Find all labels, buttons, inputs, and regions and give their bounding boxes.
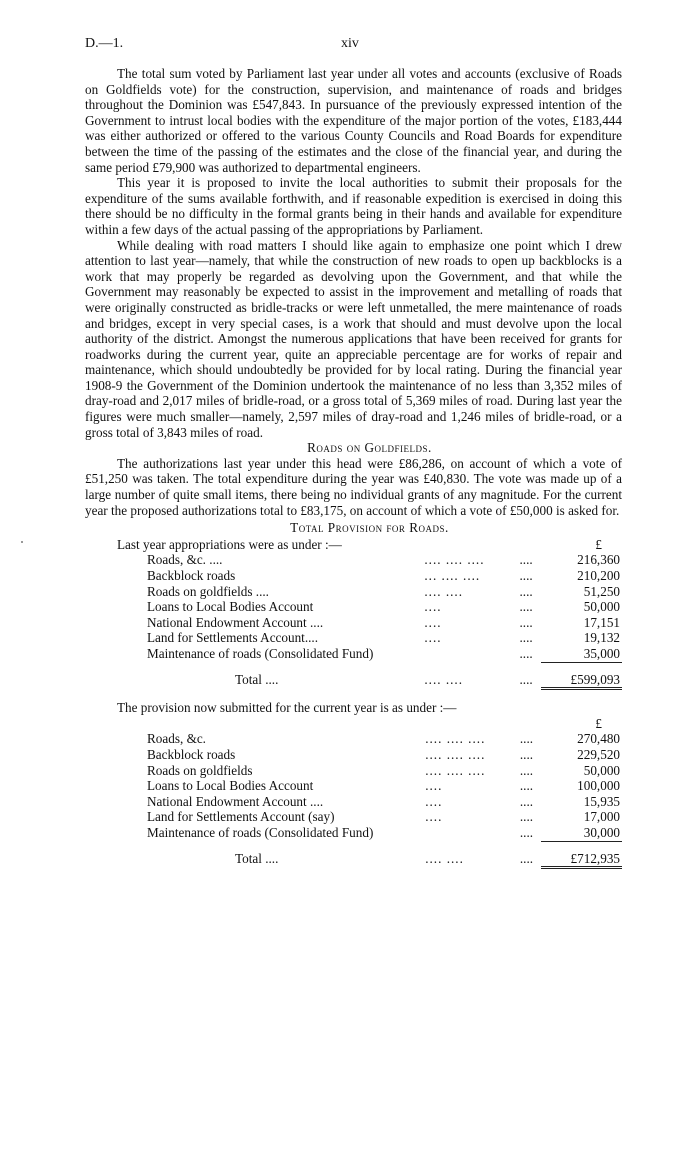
currency-unit: £ xyxy=(595,536,602,552)
item-label: Maintenance of roads (Consolidated Fund) xyxy=(147,825,374,841)
leader-dots: ... .... .... xyxy=(424,568,481,583)
item-amount: 210,200 xyxy=(577,568,620,583)
total-row: Total .... .... .... .... £599,093 xyxy=(85,662,622,689)
table-row: Backblock roads .... .... .... .... 229,520 xyxy=(85,747,622,763)
leader-dots: .... .... .... xyxy=(425,746,486,762)
total-label: Total .... xyxy=(235,672,279,688)
item-label: Loans to Local Bodies Account xyxy=(147,599,314,615)
leader-dots: .... .... .... xyxy=(425,731,486,747)
paragraph-road-matters: While dealing with road matters I should like again to emphasize one point which I drew attention to last year—namely, that while the construction of new roads to open up backblocks is a work that may properly be regarded as devolving upon the Government, and that while the Government may reasonably be expected to assist in the improvement and metalling of roads that were originally constructed as bridle-tracks or were left unmetalled, the mere maintenance of roads and bridges, except in very special cases, is a work that should and must devolve upon the local authority of the district. Amongst the numerous applications that have been received for grants for roadworks during the current year, quite an appreciable percentage are for works of repair and maintenance, which should undoubtedly be provided for by local rating. During the financial year 1908-9 the Government of the Dominion undertook the maintenance of no less than 3,352 miles of dray-road and 2,017 miles of bridle-road, or a gross total of 5,369 miles of road. During last year the figures were much smaller—namely, 2,597 miles of dray-road and 1,246 miles of bridle-road, or a gross total of 3,843 miles of road. xyxy=(85,237,622,440)
table-intro-row xyxy=(85,537,622,553)
leader-dots: .... .... xyxy=(425,851,464,866)
item-amount: 270,480 xyxy=(577,731,620,747)
total-label: Total .... xyxy=(235,851,279,866)
item-label: Loans to Local Bodies Account xyxy=(147,778,314,794)
item-label: Roads on goldfields xyxy=(147,762,253,778)
total-amount: £599,093 xyxy=(541,662,622,689)
item-label: Roads on goldfields .... xyxy=(147,583,269,599)
item-label: Land for Settlements Account.... xyxy=(147,630,319,646)
last-year-appropriations-table xyxy=(85,537,622,690)
item-amount: 15,935 xyxy=(583,793,620,809)
item-amount: 229,520 xyxy=(577,746,620,762)
leader-dots: .... xyxy=(425,778,443,794)
total-amount: £712,935 xyxy=(541,841,622,868)
item-amount: 17,000 xyxy=(583,809,620,825)
leader-dots: .... .... .... xyxy=(425,762,486,778)
table-row: Loans to Local Bodies Account .... .... 100,000 xyxy=(85,778,622,794)
page-number: xiv xyxy=(341,36,359,51)
table-intro: The provision now submitted for the current year is as under :— xyxy=(117,700,457,716)
item-label: National Endowment Account .... xyxy=(147,793,324,809)
leader-dots: .... xyxy=(425,793,443,809)
leader-dots: .... xyxy=(424,599,442,615)
item-amount: 100,000 xyxy=(577,778,620,794)
item-amount: 50,000 xyxy=(583,762,620,778)
document-body xyxy=(85,66,622,869)
item-label: Backblock roads xyxy=(147,746,236,762)
item-amount: 35,000 xyxy=(583,645,620,661)
table-row: Roads on goldfields .... .... .... .... 50,000 xyxy=(85,763,622,779)
paragraph-goldfields: The authorizations last year under this head were £86,286, on account of which a vote of £51,250 was taken. The total expenditure during the year was £40,830. The vote was made up of a large number of quite small items, there being no individual grants of any magnitude. For the current year the proposed authorizations total to £83,175, on account of which a vote of £50,000 is asked for. xyxy=(85,455,622,518)
leader-dots: .... xyxy=(424,614,442,630)
document-reference: D.—1. xyxy=(85,36,124,51)
item-label: Roads, &c. xyxy=(147,731,206,747)
leader-dots: .... xyxy=(424,630,442,646)
table-row: Loans to Local Bodies Account .... .... 50,000 xyxy=(85,599,622,615)
table-row: Roads, &c. .... .... .... .... 270,480 xyxy=(85,731,622,747)
leader-dots: .... .... .... xyxy=(424,552,485,568)
table-row: Roads on goldfields .... .... .... .... 51,250 xyxy=(85,584,622,600)
table-unit-row xyxy=(85,716,622,732)
table-row: Backblock roads ... .... .... .... 210,200 xyxy=(85,568,622,584)
item-label: National Endowment Account .... xyxy=(147,614,324,630)
current-year-provision-table xyxy=(85,700,622,869)
table-row: Maintenance of roads (Consolidated Fund) .... 35,000 xyxy=(85,646,622,662)
section-heading-goldfields: Roads on Goldfields. xyxy=(307,440,432,456)
item-label: Land for Settlements Account (say) xyxy=(147,809,335,825)
item-amount: 50,000 xyxy=(583,599,620,615)
item-label: Roads, &c. .... xyxy=(147,552,223,568)
item-amount: 30,000 xyxy=(583,824,620,840)
table-row: National Endowment Account .... .... .... 17,151 xyxy=(85,615,622,631)
margin-speck xyxy=(21,541,23,543)
table-row: National Endowment Account .... .... .... 15,935 xyxy=(85,794,622,810)
item-label: Backblock roads xyxy=(147,568,236,583)
total-row: Total .... .... .... .... £712,935 xyxy=(85,841,622,868)
section-heading-total-provision: Total Provision for Roads. xyxy=(290,520,449,536)
paragraph-local-authorities: This year it is proposed to invite the local authorities to submit their proposals for the expenditure of the sums available forthwith, and if reasonable expedition is exercised in doing this there should be no difficulty in the formal grants being in their hands and available for expenditure within a few days of the actual passing of the appropriations by Parliament. xyxy=(85,175,622,237)
item-amount: 17,151 xyxy=(583,614,620,630)
currency-unit: £ xyxy=(595,715,602,731)
table-row: Land for Settlements Account.... .... .... 19,132 xyxy=(85,630,622,646)
table-row: Roads, &c. .... .... .... .... .... 216,360 xyxy=(85,552,622,568)
table-row: Land for Settlements Account (say) .... .... 17,000 xyxy=(85,809,622,825)
leader-dots: .... xyxy=(425,809,443,825)
item-amount: 216,360 xyxy=(577,552,620,568)
leader-dots: .... .... xyxy=(424,583,464,599)
item-amount: 19,132 xyxy=(583,630,620,646)
table-row: Maintenance of roads (Consolidated Fund) .... 30,000 xyxy=(85,825,622,841)
item-label: Maintenance of roads (Consolidated Fund) xyxy=(147,646,374,662)
item-amount: 51,250 xyxy=(583,583,620,599)
leader-dots: .... .... xyxy=(424,672,464,688)
paragraph-total-sum: The total sum voted by Parliament last year under all votes and accounts (exclusive of Roads on Goldfields vote) for the construction, supervision, and maintenance of roads and bridges throughout the Dominion was £547,843. In pursuance of the previously expressed intention of the Government to intrust local bodies with the expenditure of the major portion of the votes, £183,444 was either authorized or offered to the various County Councils and Road Boards for expenditure between the time of the passing of the estimates and the close of the financial year, and during the same period £79,900 was authorized to departmental engineers. xyxy=(85,66,622,175)
table-intro-row xyxy=(85,700,622,716)
table-intro: Last year appropriations were as under :— xyxy=(117,536,342,552)
